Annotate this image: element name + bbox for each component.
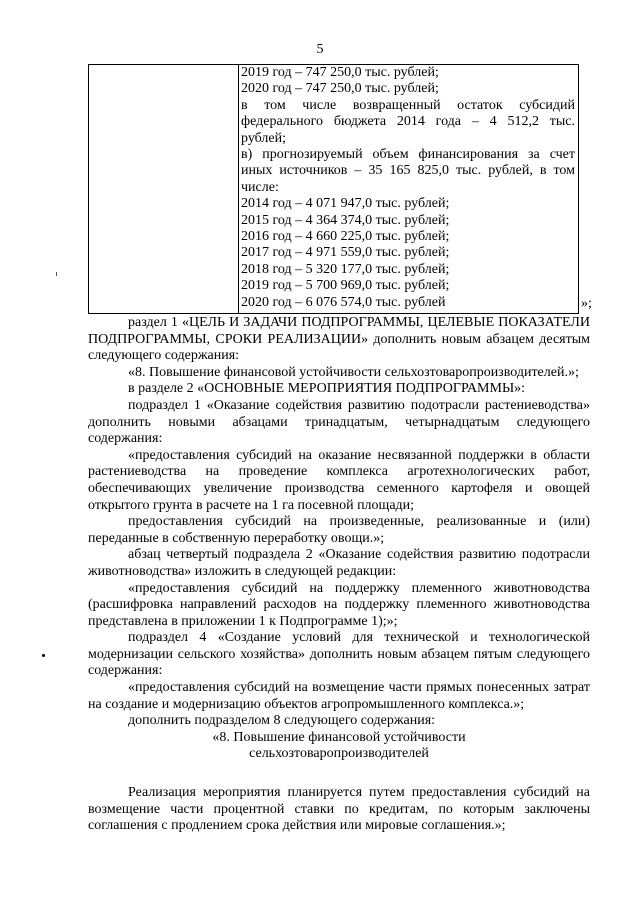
- paragraph: предоставления субсидий на произведенные, реализованные и (или) переданные в собственную переработку овощи.»;: [88, 514, 590, 546]
- table-line: 2020 год – 747 250,0 тыс. рублей;: [241, 81, 439, 97]
- paragraph: в разделе 2 «ОСНОВНЫЕ МЕРОПРИЯТИЯ ПОДПРОГРАММЫ»:: [128, 381, 526, 397]
- table-line: в) прогнозируемый объем финансирования за счет: [241, 147, 575, 163]
- table-line: 2019 год – 747 250,0 тыс. рублей;: [241, 65, 439, 80]
- paragraph: «8. Повышение финансовой устойчивости сельхозтоваропроизводителей.»;: [128, 364, 579, 380]
- table-line: 2016 год – 4 660 225,0 тыс. рублей;: [241, 229, 450, 245]
- scan-speck: [42, 654, 45, 657]
- spacer: [88, 763, 590, 785]
- paragraph: «предоставления субсидий на поддержку племенного животноводства (расшифровка направлений расходов на поддержку племенного животноводства представлена в приложении 1 к Подпрограмме 1);»;: [88, 580, 590, 629]
- paragraph: подраздел 4 «Создание условий для технической и технологической модернизации сельского хозяйства» дополнить новым абзацем пятым следующего содержания:: [88, 630, 590, 679]
- paragraph: «предоставления субсидий на оказание несвязанной поддержки в области растениеводства на проведение комплекса агротехнологических работ, обеспечивающих увеличение производства семенного картофеля и овощей открытого грунта в расчете на 1 га посевной площади;: [88, 447, 590, 513]
- table-line: федерального бюджета 2014 года – 4 512,2 тыс.: [241, 114, 575, 130]
- funding-table: [88, 64, 579, 314]
- table-line: 2019 год – 5 700 969,0 тыс. рублей;: [241, 278, 450, 294]
- table-line: в том числе возвращенный остаток субсидий: [241, 97, 575, 113]
- paragraph-final: Реализация мероприятия планируется путем предоставления субсидий на возмещение части процентной ставки по кредитам, по которым заключены соглашения с продлением срока действия или мировые соглашения.»;: [88, 785, 590, 834]
- table-line: 2015 год – 4 364 374,0 тыс. рублей;: [241, 212, 450, 228]
- paragraph: подраздел 1 «Оказание содействия развитию подотрасли растениеводства» дополнить новыми абзацами тринадцатым, четырнадцатым следующего содержания:: [88, 397, 590, 447]
- scan-speck: [56, 272, 57, 276]
- table-line: иных источников – 35 165 825,0 тыс. рублей, в том: [241, 163, 575, 179]
- document-body: [88, 315, 590, 835]
- table-line: 2017 год – 4 971 559,0 тыс. рублей;: [241, 245, 450, 261]
- table-closing-quote: »;: [581, 296, 592, 311]
- section-heading-line: сельхозтоваропроизводителей: [249, 746, 429, 762]
- table-line: 2020 год – 6 076 574,0 тыс. рублей: [241, 294, 446, 310]
- paragraph: дополнить подразделом 8 следующего содержания:: [128, 713, 436, 729]
- page-number: 5: [316, 42, 324, 57]
- table-column-divider: [238, 65, 239, 313]
- table-line: числе:: [241, 179, 279, 195]
- paragraph: раздел 1 «ЦЕЛЬ И ЗАДАЧИ ПОДПРОГРАММЫ, ЦЕЛЕВЫЕ ПОКАЗАТЕЛИ ПОДПРОГРАММЫ, СРОКИ РЕАЛИЗАЦИИ» дополнить новым абзацем десятым следующего содержания:: [88, 315, 590, 364]
- table-line: 2014 год – 4 071 947,0 тыс. рублей;: [241, 196, 450, 212]
- section-heading-line: «8. Повышение финансовой устойчивости: [212, 729, 466, 745]
- paragraph: «предоставления субсидий на возмещение части прямых понесенных затрат на создание и модернизацию объектов агропромышленного комплекса.»;: [88, 680, 590, 712]
- table-line: 2018 год – 5 320 177,0 тыс. рублей;: [241, 261, 450, 277]
- paragraph: абзац четвертый подраздела 2 «Оказание содействия развитию подотрасли животноводства» изложить в следующей редакции:: [88, 547, 590, 579]
- table-cell-funding: [241, 65, 575, 311]
- table-line: рублей;: [241, 130, 286, 146]
